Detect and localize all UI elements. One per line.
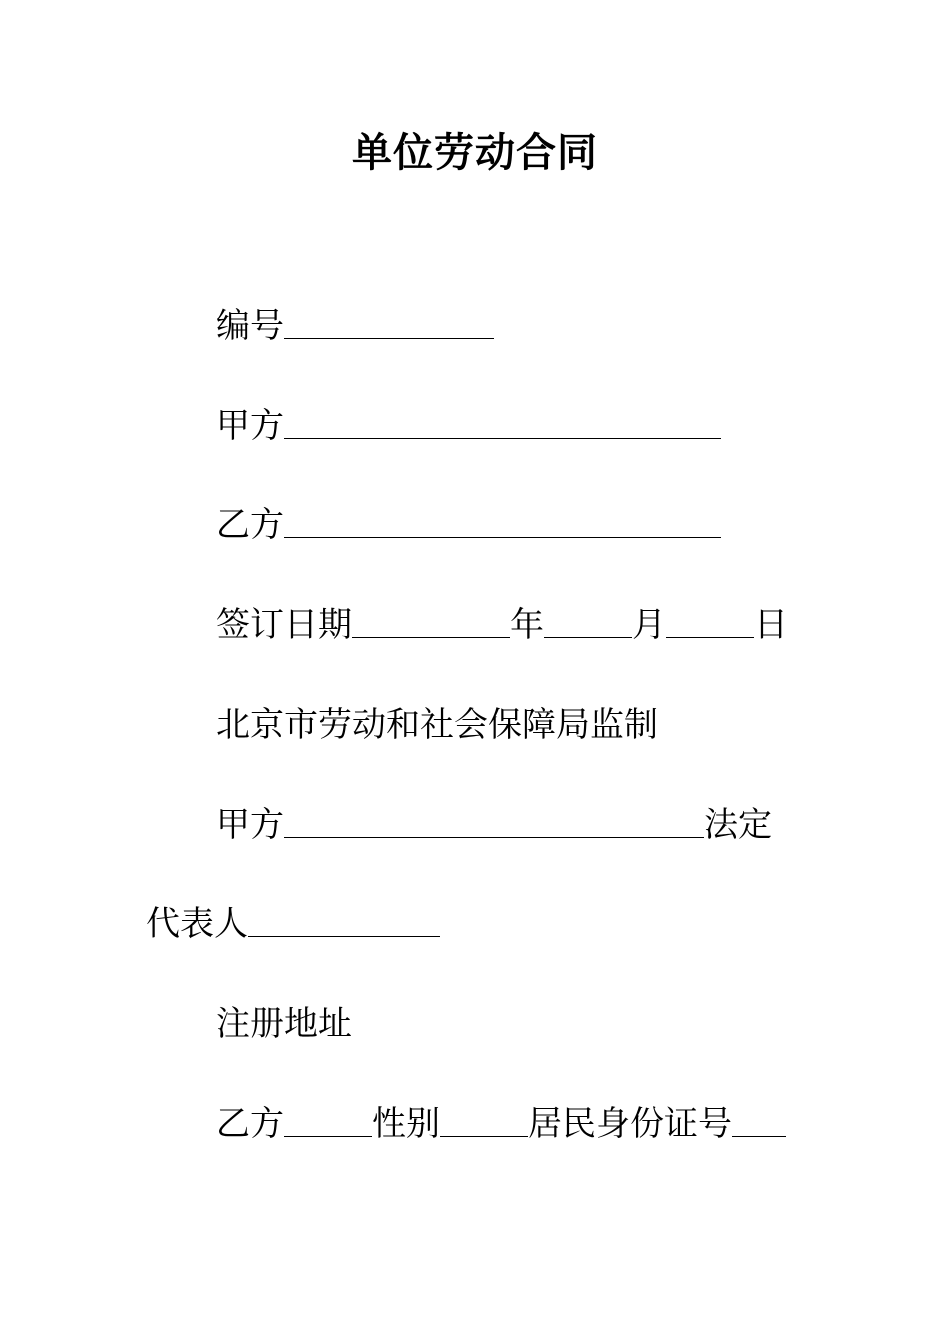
party-b-detail-row <box>216 1102 786 1146</box>
month-label: 月 <box>632 605 666 645</box>
legal-rep-suffix: 代表人 <box>146 904 248 944</box>
registered-address-row <box>216 1002 352 1046</box>
number-row <box>216 304 494 348</box>
sign-date-row <box>216 603 788 647</box>
party-a-row <box>216 404 721 448</box>
registered-address-label: 注册地址 <box>216 1004 352 1044</box>
year-label: 年 <box>510 605 544 645</box>
year-blank[interactable] <box>352 607 510 638</box>
party-b-label-2: 乙方 <box>216 1104 284 1144</box>
gender-blank[interactable] <box>440 1106 528 1137</box>
legal-rep-blank[interactable] <box>248 906 440 937</box>
gender-label: 性别 <box>372 1104 440 1144</box>
id-number-label: 居民身份证号 <box>528 1104 732 1144</box>
party-b-name-blank[interactable] <box>284 1106 372 1137</box>
party-b-label: 乙方 <box>216 505 284 545</box>
supervisor-text: 北京市劳动和社会保障局监制 <box>216 705 658 745</box>
party-a-name-blank[interactable] <box>284 807 704 838</box>
legal-rep-row <box>146 902 440 946</box>
number-blank[interactable] <box>284 308 494 339</box>
sign-date-label: 签订日期 <box>216 605 352 645</box>
number-label: 编号 <box>216 306 284 346</box>
document-title: 单位劳动合同 <box>352 129 598 176</box>
party-a-label: 甲方 <box>216 406 284 446</box>
id-number-blank[interactable] <box>732 1106 786 1137</box>
supervisor-row <box>216 703 658 747</box>
party-b-row <box>216 503 721 547</box>
day-blank[interactable] <box>666 607 754 638</box>
party-b-blank[interactable] <box>284 507 721 538</box>
party-a-blank[interactable] <box>284 408 721 439</box>
day-label: 日 <box>754 605 788 645</box>
party-a-label-2: 甲方 <box>216 805 284 845</box>
party-a-legal-row <box>216 803 772 847</box>
legal-rep-prefix: 法定 <box>704 805 772 845</box>
month-blank[interactable] <box>544 607 632 638</box>
